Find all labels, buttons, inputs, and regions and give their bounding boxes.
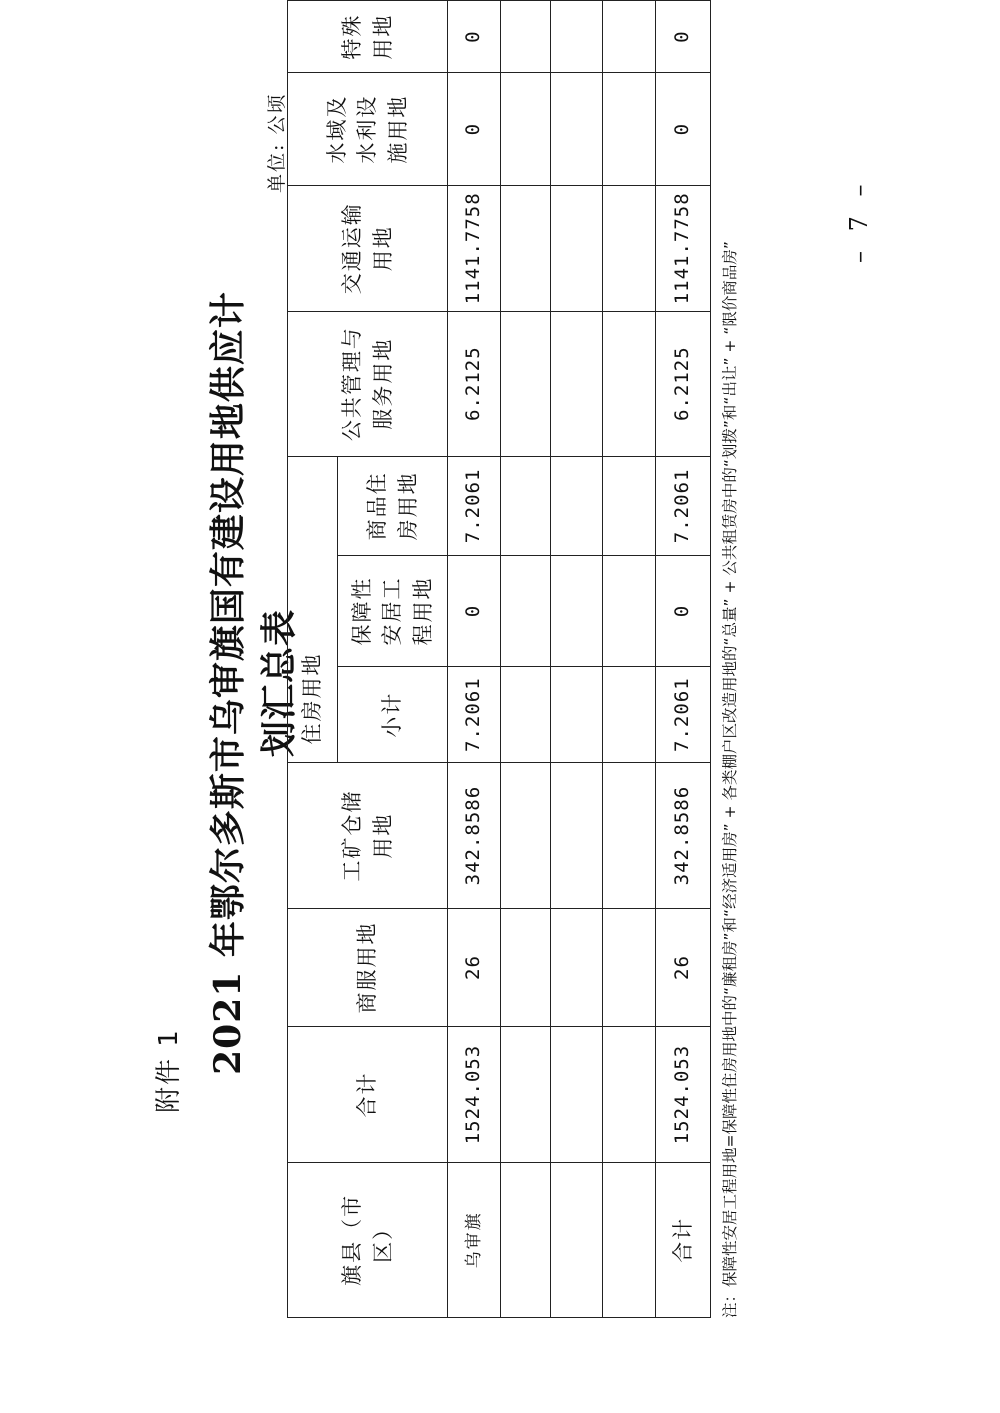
cell-transport: [501, 185, 551, 311]
cell-region: 合计: [656, 1162, 711, 1317]
cell-special: [551, 1, 603, 73]
cell-public-service: 6.2125: [656, 311, 711, 456]
cell-affordable-housing: 0: [448, 556, 501, 667]
cell-water: [551, 73, 603, 186]
cell-region: [551, 1162, 603, 1317]
page-number: – 7 –: [845, 178, 873, 263]
attachment-label: 附件 1: [154, 1028, 184, 1113]
cell-commodity-housing: 7.2061: [656, 456, 711, 556]
cell-commercial: [501, 908, 551, 1027]
document-title: 2021 年鄂尔多斯市乌审旗国有建设用地供应计划汇总表: [207, 291, 300, 1075]
header-commercial: 商服用地: [288, 908, 448, 1027]
cell-special: [603, 1, 656, 73]
cell-transport: 1141.7758: [656, 185, 711, 311]
table-row: [551, 1, 603, 1318]
cell-affordable-housing: [551, 556, 603, 667]
cell-industrial: [603, 763, 656, 908]
header-residential-group: 住房用地: [288, 456, 338, 763]
cell-residential-subtotal: 7.2061: [448, 666, 501, 763]
cell-water: 0: [448, 73, 501, 186]
cell-commercial: 26: [448, 908, 501, 1027]
cell-affordable-housing: [501, 556, 551, 667]
cell-total: 1524.053: [448, 1027, 501, 1162]
cell-transport: [551, 185, 603, 311]
cell-water: [501, 73, 551, 186]
cell-commercial: [551, 908, 603, 1027]
header-row-1: [288, 1, 338, 1318]
land-supply-table: [287, 0, 711, 1318]
table-row: [603, 1, 656, 1318]
cell-transport: 1141.7758: [448, 185, 501, 311]
table-row: [448, 1, 501, 1318]
cell-commercial: [603, 908, 656, 1027]
header-industrial: 工矿仓储 用地: [288, 763, 448, 908]
table-footnote: 注：保障性安居工程用地=保障性住房用地中的“廉租房”和“经济适用房” + 各类棚户区改造用地的“总量” + 公共租赁房中的“划拨”和“出让” + “限价商品房”: [721, 241, 739, 1318]
cell-industrial: 342.8586: [656, 763, 711, 908]
cell-total: [501, 1027, 551, 1162]
cell-region: 乌审旗: [448, 1162, 501, 1317]
cell-special: [501, 1, 551, 73]
cell-commodity-housing: [551, 456, 603, 556]
cell-total: 1524.053: [656, 1027, 711, 1162]
cell-total: [603, 1027, 656, 1162]
header-special: 特殊 用地: [288, 1, 448, 73]
cell-water: [603, 73, 656, 186]
cell-special: 0: [448, 1, 501, 73]
table-row-total: [656, 1, 711, 1318]
header-transport: 交通运输 用地: [288, 185, 448, 311]
cell-commodity-housing: [501, 456, 551, 556]
header-total: 合计: [288, 1027, 448, 1162]
cell-residential-subtotal: [501, 666, 551, 763]
cell-commodity-housing: 7.2061: [448, 456, 501, 556]
header-water: 水域及 水利设 施用地: [288, 73, 448, 186]
cell-affordable-housing: [603, 556, 656, 667]
cell-public-service: [501, 311, 551, 456]
cell-commodity-housing: [603, 456, 656, 556]
cell-residential-subtotal: [603, 666, 656, 763]
cell-region: [603, 1162, 656, 1317]
cell-public-service: 6.2125: [448, 311, 501, 456]
cell-transport: [603, 185, 656, 311]
cell-residential-subtotal: [551, 666, 603, 763]
cell-total: [551, 1027, 603, 1162]
cell-affordable-housing: 0: [656, 556, 711, 667]
cell-public-service: [551, 311, 603, 456]
cell-public-service: [603, 311, 656, 456]
cell-residential-subtotal: 7.2061: [656, 666, 711, 763]
cell-water: 0: [656, 73, 711, 186]
table-row: [501, 1, 551, 1318]
cell-industrial: [551, 763, 603, 908]
header-residential-subtotal: 小计: [338, 666, 448, 763]
header-region: 旗县（市 区）: [288, 1162, 448, 1317]
cell-special: 0: [656, 1, 711, 73]
cell-commercial: 26: [656, 908, 711, 1027]
unit-label: 单位: 公顷: [266, 92, 288, 193]
cell-region: [501, 1162, 551, 1317]
header-commodity-housing: 商品住 房用地: [338, 456, 448, 556]
header-affordable-housing: 保障性 安居工 程用地: [338, 556, 448, 667]
cell-industrial: [501, 763, 551, 908]
header-public-service: 公共管理与 服务用地: [288, 311, 448, 456]
cell-industrial: 342.8586: [448, 763, 501, 908]
